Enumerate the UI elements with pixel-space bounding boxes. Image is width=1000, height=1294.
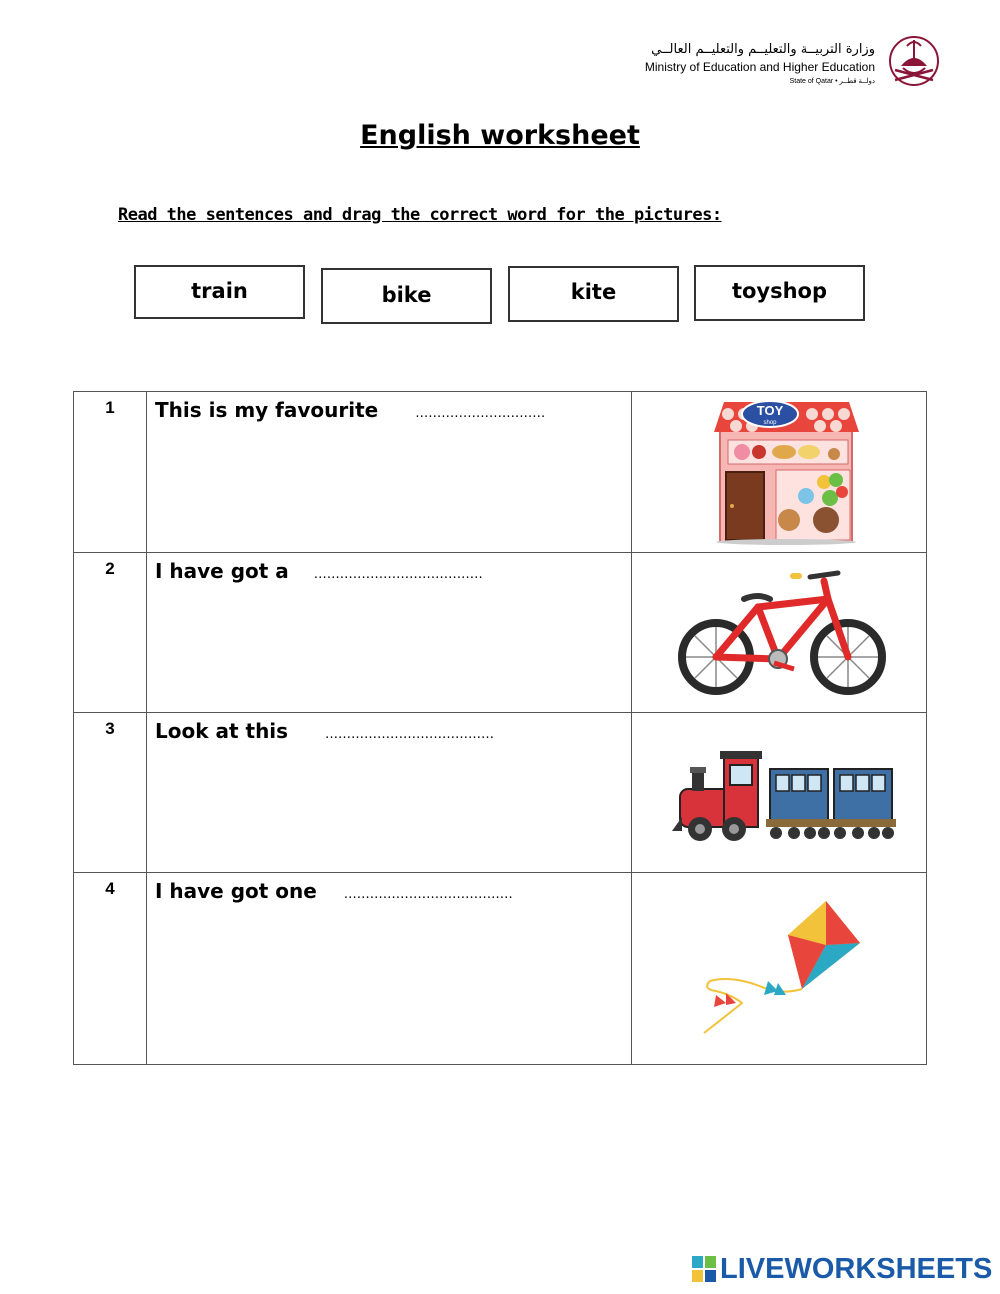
liveworksheets-logo [692, 1254, 992, 1284]
sentence-cell [147, 713, 632, 873]
table-row [74, 392, 927, 553]
sentence-cell [147, 553, 632, 713]
answer-blank[interactable]: ………………………………… [343, 887, 513, 902]
state-of-qatar-label: State of Qatar • دولــة قطــر [789, 78, 875, 85]
word-card-toyshop[interactable]: toyshop [694, 265, 865, 321]
liveworksheets-icon [692, 1256, 718, 1284]
worksheet-title: English worksheet [360, 120, 640, 151]
table-row [74, 713, 927, 873]
word-card-bike[interactable]: bike [321, 268, 492, 324]
sentence-text: This is my favourite [155, 398, 379, 422]
row-number: 2 [74, 553, 147, 713]
worksheet-table [73, 391, 927, 1065]
bike-picture [631, 553, 926, 713]
answer-blank[interactable]: ………………………………… [325, 727, 495, 742]
sentence-text: I have got a [155, 559, 289, 583]
kite-picture [631, 873, 926, 1065]
instruction-text: Read the sentences and drag the correct word for the pictures: [118, 205, 722, 225]
toyshop-sign-subtext: shop [763, 420, 777, 426]
toyshop-sign-text: TOY [756, 403, 783, 418]
ministry-name-english: Ministry of Education and Higher Education [644, 60, 875, 74]
table-row [74, 553, 927, 713]
answer-blank[interactable]: ………………………… [415, 406, 546, 421]
table-row [74, 873, 927, 1065]
qatar-emblem-icon [883, 30, 945, 92]
row-number: 1 [74, 392, 147, 553]
train-picture [631, 713, 926, 873]
bike-icon [678, 569, 888, 699]
word-card-train[interactable]: train [134, 265, 305, 319]
row-number: 4 [74, 873, 147, 1065]
toyshop-picture [631, 392, 926, 553]
sentence-text: I have got one [155, 879, 317, 903]
sentence-cell [147, 873, 632, 1065]
kite-icon [702, 899, 872, 1039]
sentence-text: Look at this [155, 719, 289, 743]
sentence-cell [147, 392, 632, 553]
word-card-kite[interactable]: kite [508, 266, 679, 322]
ministry-logo [630, 30, 945, 92]
liveworksheets-brand: LIVEWORKSHEETS [720, 1253, 993, 1285]
train-icon [672, 751, 898, 843]
ministry-name-arabic: وزارة التربيــة والتعليــم والتعليــم العالــي [651, 42, 875, 57]
toyshop-icon [714, 400, 859, 546]
row-number: 3 [74, 713, 147, 873]
answer-blank[interactable]: ………………………………… [313, 567, 483, 582]
